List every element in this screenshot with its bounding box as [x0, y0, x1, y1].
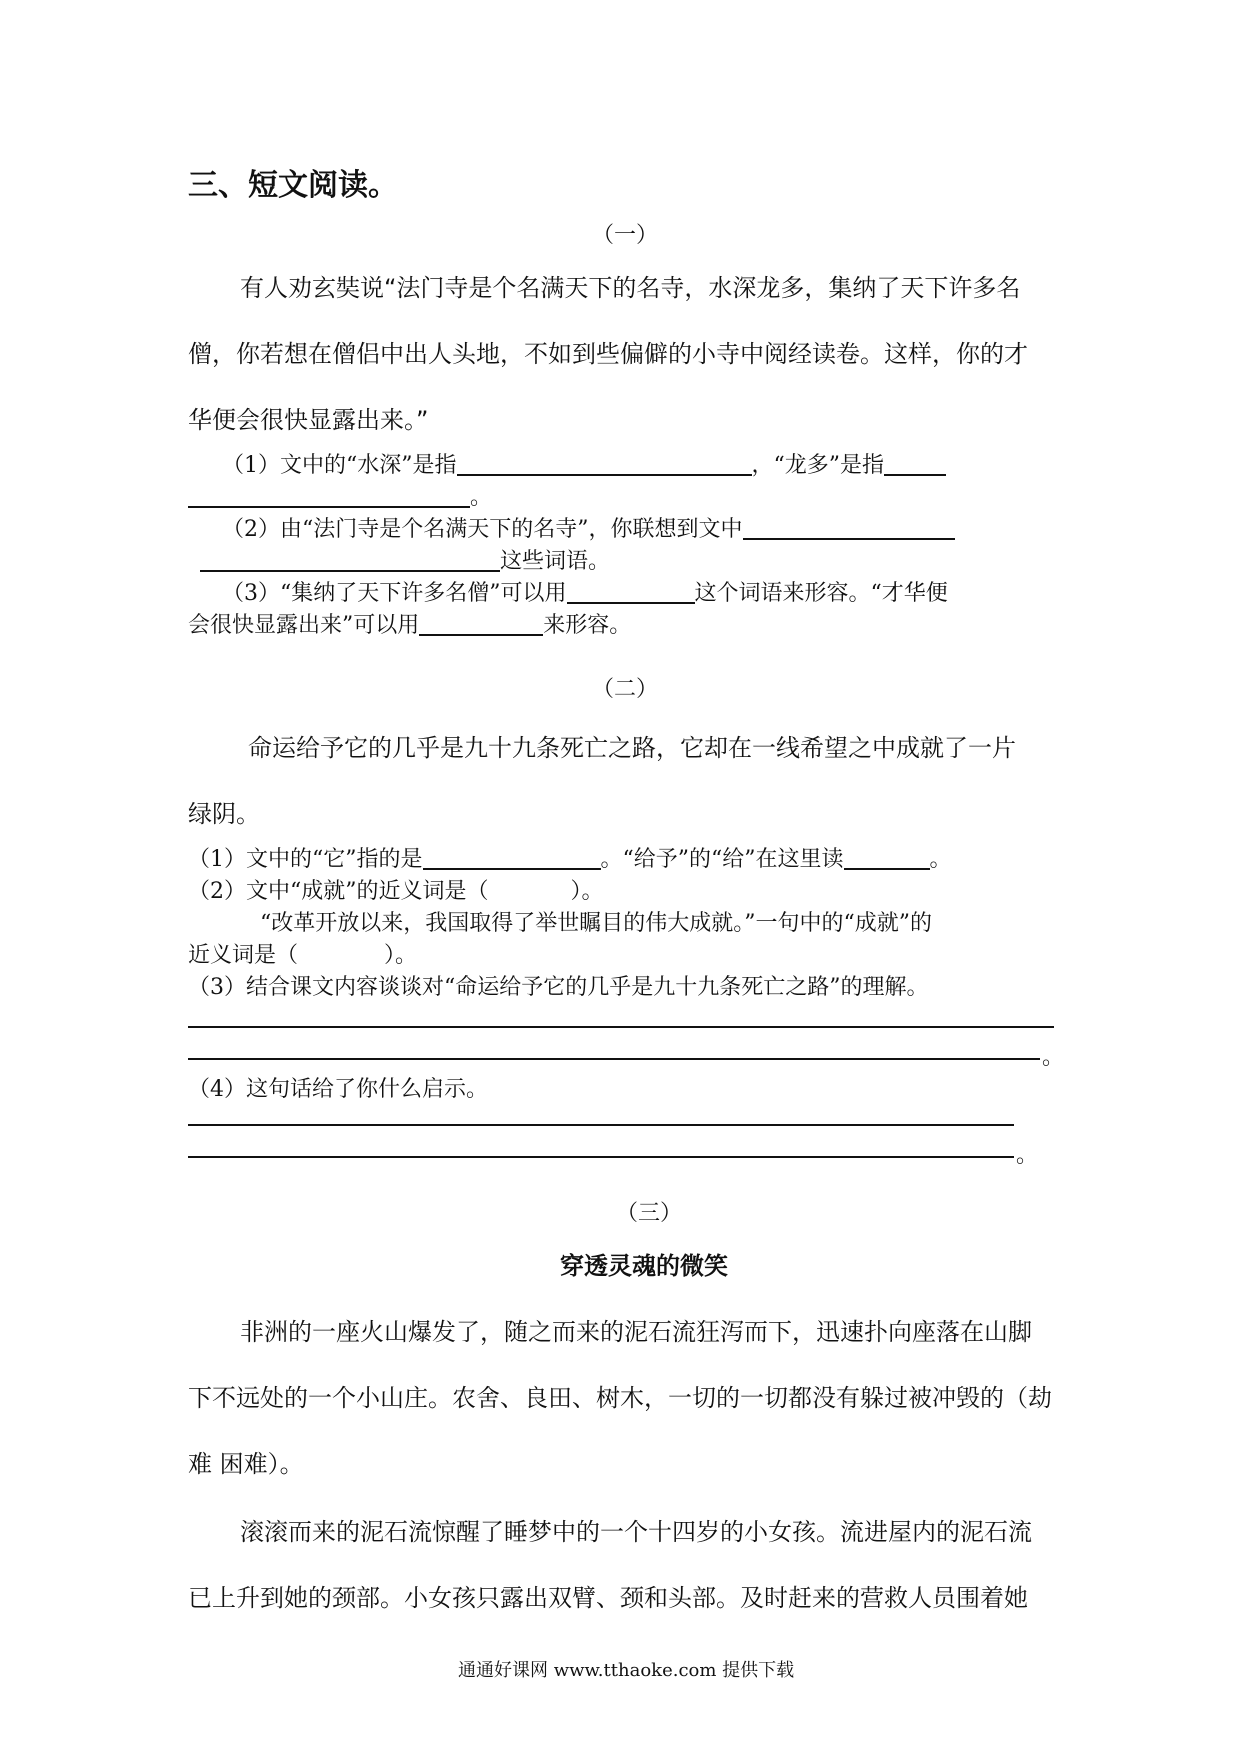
part3-para-line: 滚滚而来的泥石流惊醒了睡梦中的一个十四岁的小女孩。流进屋内的泥石流 [240, 1518, 1032, 1546]
question-text: ）。 [570, 879, 604, 904]
period-mark: 。 [1016, 1143, 1039, 1168]
part1-question-1 [222, 448, 946, 479]
question-text: ）。 [384, 943, 418, 968]
part3-para-line: 非洲的一座火山爆发了，随之而来的泥石流狂泻而下，迅速扑向座落在山脚 [240, 1318, 1032, 1346]
part2-question-2-cont: “改革开放以来，我国取得了举世瞩目的伟大成就。”一句中的“成就”的 [260, 911, 932, 936]
part1-para-line: 有人劝玄奘说“法门寺是个名满天下的名寺，水深龙多，集纳了天下许多名 [240, 274, 1021, 302]
part2-para-line: 命运给予它的几乎是九十九条死亡之路，它却在一线希望之中成就了一片 [248, 734, 1016, 762]
question-text: 。 [929, 847, 952, 872]
question-text: （2）由“法门寺是个名满天下的名寺”，你联想到文中 [222, 517, 743, 542]
question-text: 。“给予”的“给”在这里读 [600, 847, 844, 872]
part2-question-3: （3）结合课文内容谈谈对“命运给予它的几乎是九十九条死亡之路”的理解。 [188, 975, 929, 1000]
answer-blank[interactable] [423, 846, 601, 870]
answer-blank[interactable] [743, 516, 955, 540]
question-text: （2）文中“成就”的近义词是（ [188, 879, 489, 904]
part3-para-line: 难 困难）。 [188, 1450, 304, 1478]
part3-para-line: 下不远处的一个小山庄。农舍、良田、树木，一切的一切都没有躲过被冲毁的（劫 [188, 1384, 1052, 1412]
question-text: 这些词语。 [500, 549, 611, 574]
part3-para-line: 已上升到她的颈部。小女孩只露出双臂、颈和头部。及时赶来的营救人员围着她 [188, 1584, 1028, 1612]
answer-blank[interactable] [200, 548, 500, 572]
question-text: 近义词是（ [188, 943, 299, 968]
answer-line[interactable] [188, 1026, 1054, 1028]
part2-para-line: 绿阴。 [188, 800, 260, 828]
part3-label: （三） [616, 1201, 683, 1226]
part1-label: （一） [592, 223, 659, 248]
section-heading: 三、短文阅读。 [188, 168, 398, 203]
period-mark: 。 [1042, 1045, 1065, 1070]
question-text: ，“龙多”是指 [751, 453, 884, 478]
question-text: 来形容。 [543, 613, 632, 638]
answer-blank[interactable] [457, 452, 752, 476]
question-text: （1）文中的“它”指的是 [188, 847, 423, 872]
part1-question-2-cont [200, 544, 610, 575]
footer-credit: 通通好课网 www.tthaoke.com 提供下载 [458, 1660, 795, 1681]
part2-question-1 [188, 842, 952, 873]
question-text: 会很快显露出来”可以用 [188, 613, 420, 638]
answer-blank[interactable] [884, 452, 946, 476]
part2-question-2-cont [188, 938, 417, 969]
passage-title: 穿透灵魂的微笑 [560, 1252, 728, 1280]
part2-question-2 [188, 874, 604, 905]
answer-line[interactable] [188, 1156, 1014, 1158]
part2-question-4: （4）这句话给了你什么启示。 [188, 1077, 488, 1102]
question-text: （1）文中的“水深”是指 [222, 453, 457, 478]
answer-blank[interactable] [419, 612, 543, 636]
answer-line[interactable] [188, 1058, 1040, 1060]
answer-blank[interactable] [567, 580, 695, 604]
part1-question-3 [222, 576, 948, 607]
part1-question-3-cont [188, 608, 631, 639]
part1-question-2 [222, 512, 955, 543]
question-text: 。 [470, 485, 493, 510]
part1-para-line: 华便会很快显露出来。” [188, 406, 429, 434]
answer-blank[interactable] [844, 846, 930, 870]
part1-question-1-cont [188, 480, 492, 511]
question-text: （3）“集纳了天下许多名僧”可以用 [222, 581, 567, 606]
part2-label: （二） [592, 677, 659, 702]
part1-para-line: 僧，你若想在僧侣中出人头地，不如到些偏僻的小寺中阅经读卷。这样，你的才 [188, 340, 1028, 368]
question-text: 这个词语来形容。“才华便 [694, 581, 948, 606]
answer-blank[interactable] [188, 484, 470, 508]
answer-line[interactable] [188, 1124, 1014, 1126]
